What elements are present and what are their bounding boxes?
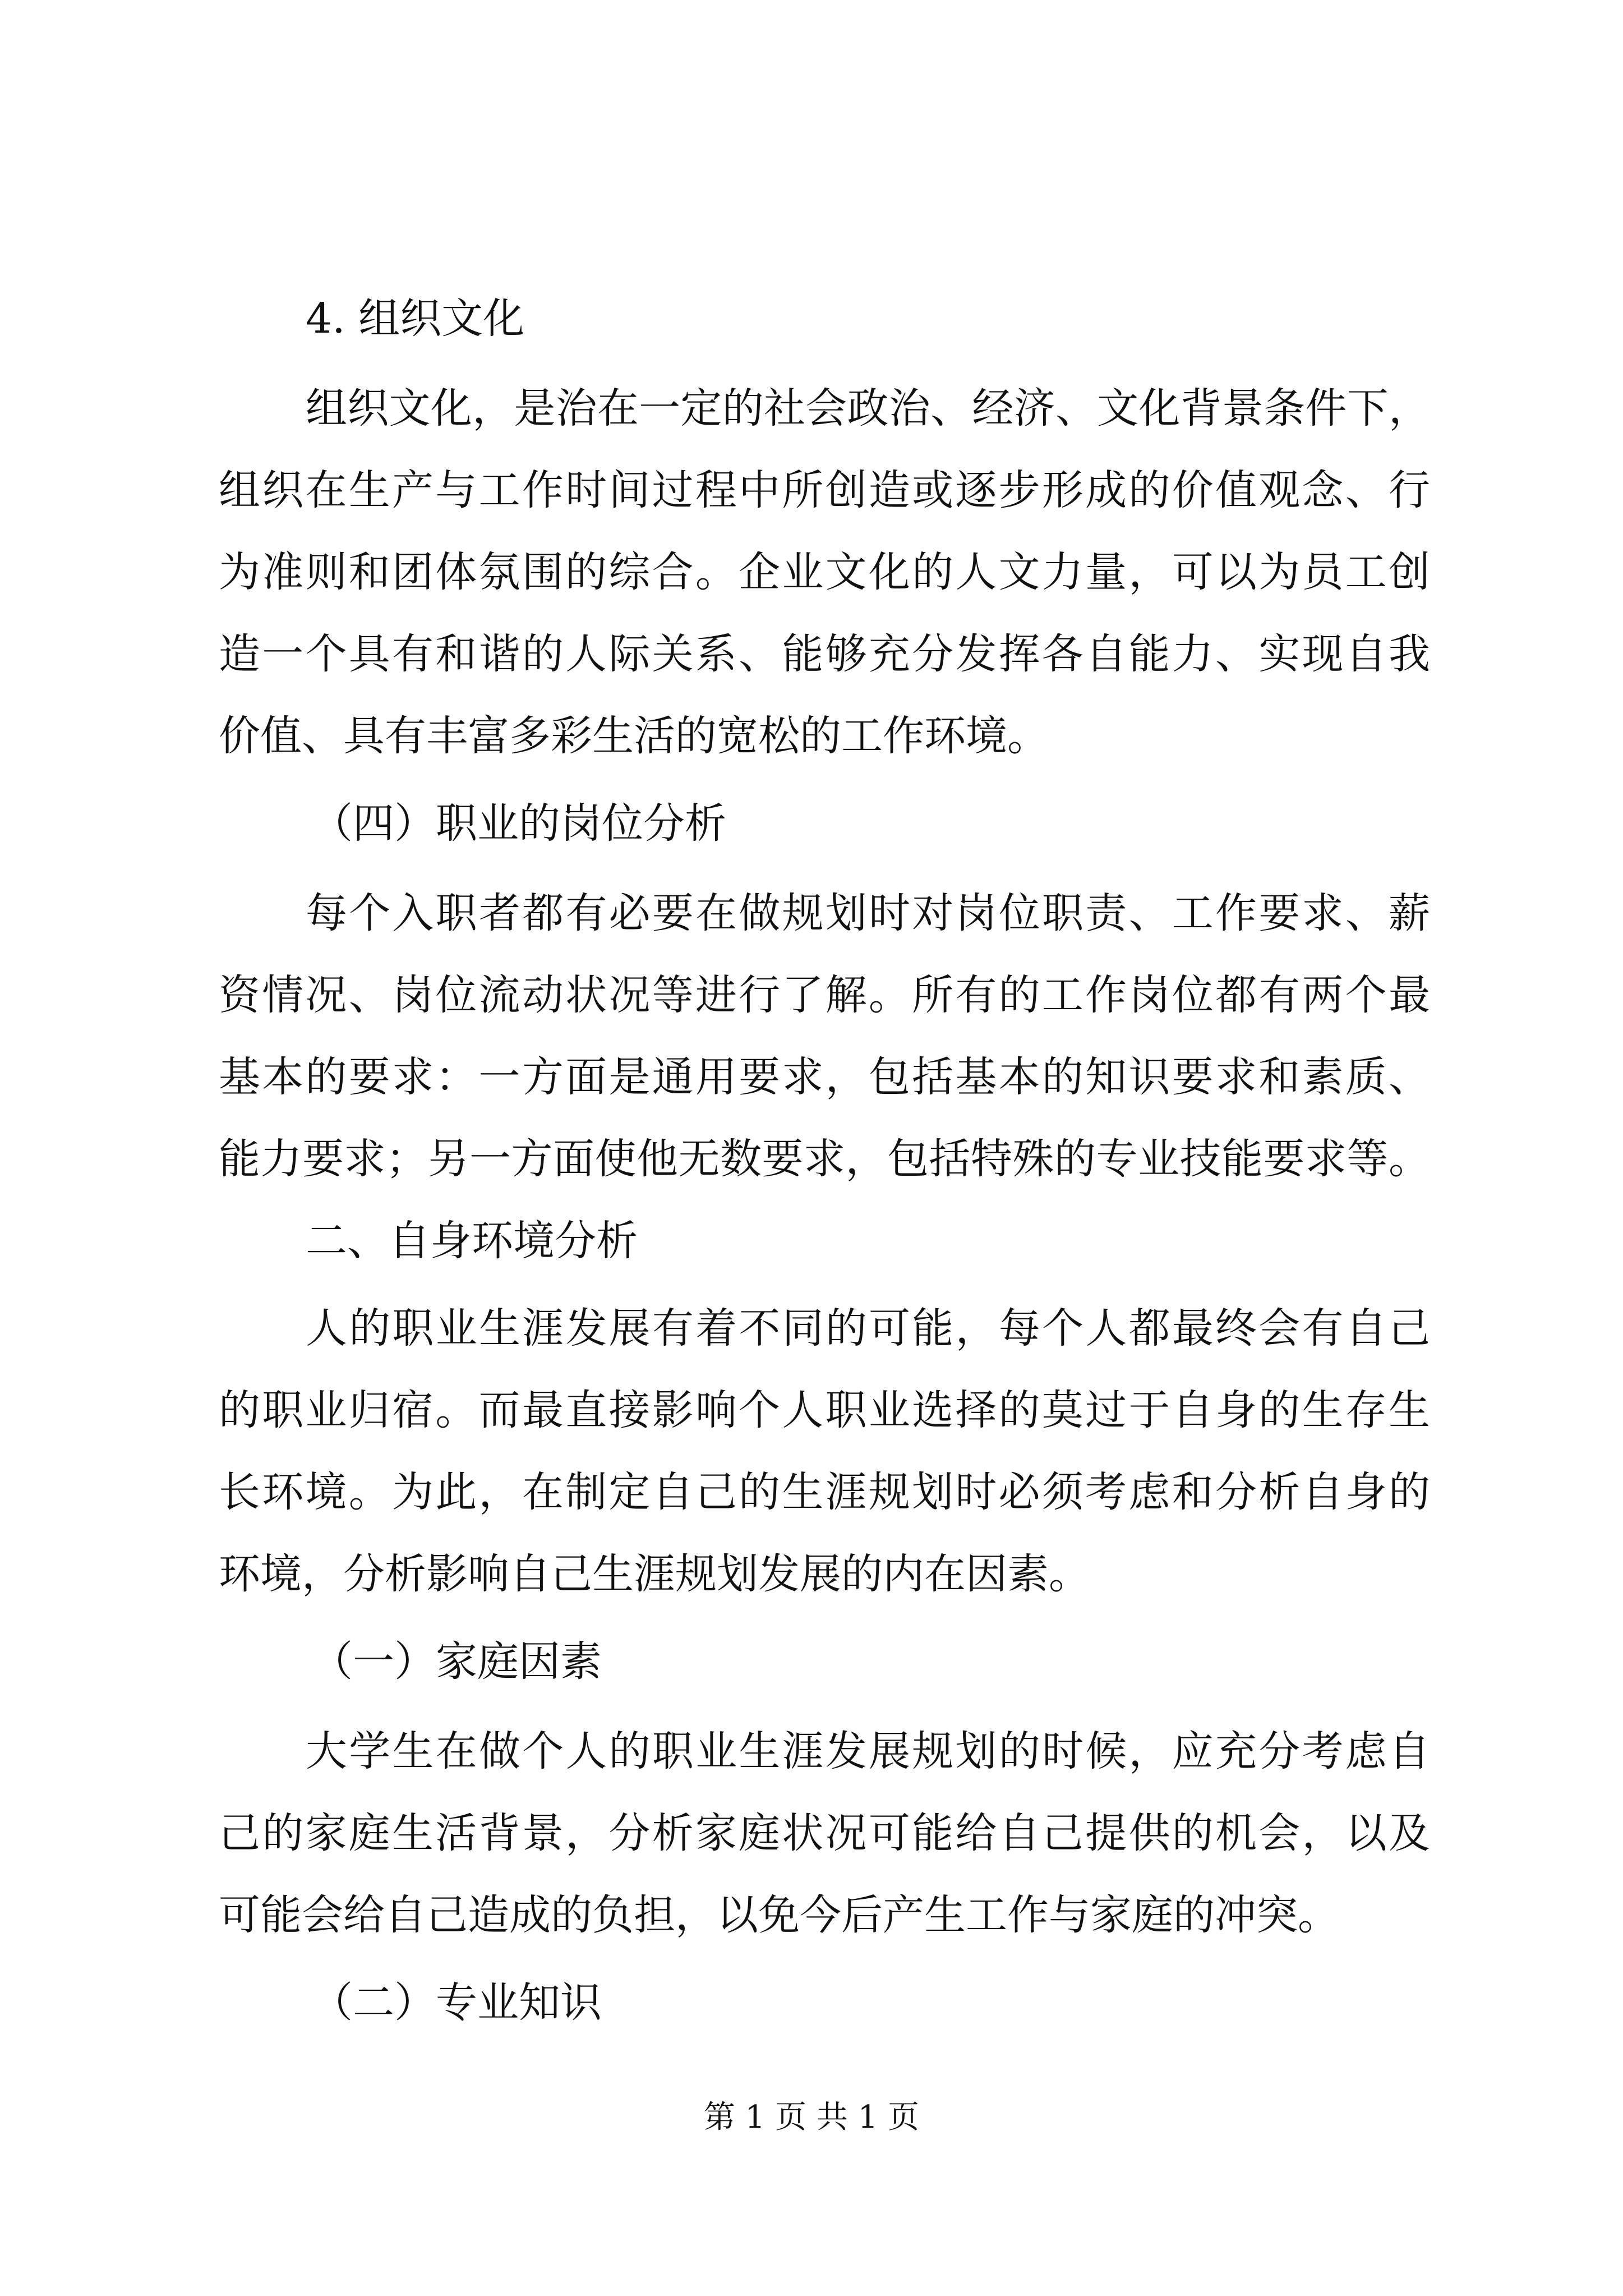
paragraph-line: 为准则和团体氛围的综合。企业文化的人文力量，可以为员工创	[219, 548, 1430, 596]
paragraph-line: 己的家庭生活背景，分析家庭状况可能给自己提供的机会，以及	[219, 1809, 1430, 1857]
paragraph-line: 可能会给自己造成的负担，以免今后产生工作与家庭的冲突。	[219, 1891, 1339, 1939]
paragraph-line: 人的职业生涯发展有着不同的可能，每个人都最终会有自己	[306, 1304, 1430, 1352]
page-number-footer: 第 1 页 共 1 页	[703, 2099, 920, 2136]
paragraph-line: 每个入职者都有必要在做规划时对岗位职责、工作要求、薪	[306, 889, 1430, 937]
paragraph-line: 大学生在做个人的职业生涯发展规划的时候，应充分考虑自	[306, 1727, 1430, 1775]
paragraph-line: 基本的要求：一方面是通用要求，包括基本的知识要求和素质、	[219, 1053, 1430, 1101]
paragraph-line: 长环境。为此，在制定自己的生涯规划时必须考虑和分析自身的	[219, 1468, 1430, 1516]
section-heading-organization-culture: 4. 组织文化	[306, 295, 525, 343]
paragraph-line: 的职业归宿。而最直接影响个人职业选择的莫过于自身的生存生	[219, 1386, 1430, 1434]
paragraph-line: 组织文化，是治在一定的社会政治、经济、文化背景条件下，	[306, 384, 1430, 432]
paragraph-line: 造一个具有和谐的人际关系、能够充分发挥各自能力、实现自我	[219, 630, 1430, 678]
paragraph-line: 价值、具有丰富多彩生活的宽松的工作环境。	[219, 712, 1049, 760]
section-heading-family-factors: （一）家庭因素	[311, 1637, 602, 1686]
section-heading-self-environment-analysis: 二、自身环境分析	[306, 1217, 638, 1265]
paragraph-line: 能力要求；另一方面使他无数要求，包括特殊的专业技能要求等。	[219, 1135, 1430, 1183]
section-heading-job-position-analysis: （四）职业的岗位分析	[311, 799, 726, 848]
section-heading-professional-knowledge: （二）专业知识	[311, 1978, 602, 2027]
paragraph-line: 组织在生产与工作时间过程中所创造或逐步形成的价值观念、行	[219, 466, 1430, 514]
paragraph-line: 环境，分析影响自己生涯规划发展的内在因素。	[219, 1550, 1090, 1598]
paragraph-line: 资情况、岗位流动状况等进行了解。所有的工作岗位都有两个最	[219, 971, 1430, 1019]
